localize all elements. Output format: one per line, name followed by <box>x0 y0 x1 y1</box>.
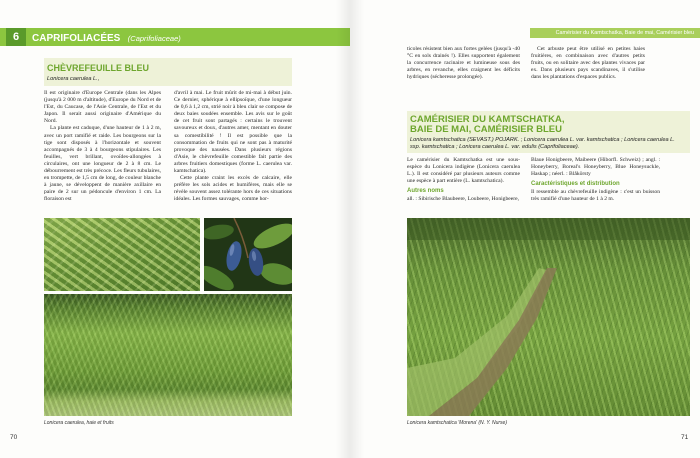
paragraph: Il ressemble au chèvrefeuille indigène : c'est un buisson très ramifié d'une hauteur de 1 à 2 m. <box>531 188 660 202</box>
paragraph: La plante est caduque, d'une hauteur de 1 à 2 m, avec un port ramifié et raide. Les bourgeons sur la tige sont disposés à l'horizontale et souvent accompagnés de 3 à 4 bourgeons stipulaires. Les feuilles, vert brillant, ovoïdes-allongées à circulaires, ont une longueur de 2 à 8 cm. Le débourrement est très précoce. Les fleurs tubulaires, en trompette, de 1,5 cm de long, de couleur blanche à jaune, se développent de manière axillaire en paire de 2 sur un pédoncule d'environ 1 cm. La floraison est <box>44 125 161 203</box>
plantation-illustration <box>407 218 690 416</box>
right-page <box>350 0 700 458</box>
chapter-title <box>32 28 181 46</box>
species-box-blue-honeysuckle <box>44 58 292 86</box>
photo-blue-berries <box>204 218 292 291</box>
species-title-line-2: BAIE DE MAI, CAMÉRISIER BLEU <box>410 124 563 135</box>
photo-caption: Lonicera caerulea, haie et fruits <box>44 420 114 426</box>
photo-caption: Lonicera kamtschatica 'Morena' (N. Y. Nurse) <box>407 420 508 426</box>
species-title: CHÈVREFEUILLE BLEU <box>47 63 150 73</box>
chapter-title-text: CAPRIFOLIACÉES <box>32 33 121 44</box>
chapter-latin-name: (Caprifoliaceae) <box>127 34 181 43</box>
paragraph: all. : Sibirische Blaubeere, Loubeere, Honigbeere, <box>407 195 519 202</box>
chapter-number: 6 <box>6 28 26 46</box>
page-number: 70 <box>10 434 18 441</box>
chapter-header-bar <box>0 28 350 46</box>
paragraph: Blaue Honigbeere, Maibeere (Hiborfl. Schweiz) ; angl. : Honeyberry, Boreal's Honeyberry, Blue Honeysuckle, Haskap ; néerl. : Blåkörsty <box>531 157 660 178</box>
lower-text-column-2 <box>531 157 660 203</box>
paragraph: d'avril à mai. Le fruit mûrit de mi-mai à début juin. Ce dernier, sphérique à ellipsoïque, d'une longueur de 0,6 à 1,2 cm, strié noir à bleu clair se compose de deux baies soudées ensemble. Les avis sur le goût de cet fruit sont partagés : certains le trouvent savoureux et doux, d'autres amer, mentant en douter sa comestibilité ! Il est possible que la consommation de fruits qui ne sont pas à maturité provoque des nausées. Dans plusieurs régions d'Asie, le chèvrefeuille comestible fait partie des arbres fruitiers domestiques (forme L. caerulea var. kamtschatica). <box>174 90 292 175</box>
paragraph: Il est originaire d'Europe Centrale (dans les Alpes (jusqu'à 2 000 m d'altitude), d'Europe du Nord et de l'Est, du Caucase, de l'Asie Centrale, de l'Est et du Japon. Il serait aussi originaire d'Amérique du Nord. <box>44 90 161 125</box>
species-box-kamtschatka <box>407 111 690 153</box>
paragraph: Le camérisier du Kamtschatka est une sous-espèce du Lonicera indigène (Lonicera caerulea L.). Il est considéré par plusieurs auteurs comme une espèce à part entière (L. kamtschatica). <box>407 157 520 185</box>
paragraph: Cette plante craint les excès de calcaire, elle préfère les sols acides et humifères, mais elle se révèle souvent assez tolérante hors de ces situations idéales. Les formes sauvages, comme hor- <box>174 175 292 203</box>
text-column-1 <box>44 90 161 204</box>
photo-honeysuckle-hedge <box>44 294 292 416</box>
berries-illustration <box>204 218 292 291</box>
photo-kamtschatka-plantation <box>407 218 690 416</box>
top-text-column-2 <box>531 46 645 81</box>
paragraph: ticoles résistent bien aux fortes gelées (jusqu'à -40 °C en sols drainés !). Elles supportent également la concurrence racinaire et lumineuse sous des arbres, en revanche, elles craignent les déficits hydriques (sécheresse prolongée). <box>407 46 520 81</box>
species-synonyms: Lonicera kamtschatica (SEVAST.) POJARK. ; Lonicera caerulea L. var. kamtschatica ; Lonicera caerulea L. ssp. kamtschatica ; Lonicera caerulea L. var. edulis (Caprifoliaceae). <box>410 137 675 150</box>
page-number: 71 <box>681 434 689 441</box>
photo-honeysuckle-foliage <box>44 218 200 291</box>
background-trees <box>407 218 690 240</box>
text-column-2 <box>174 90 292 204</box>
running-header: Camérisier du Kamtschatka, Baie de mai, Camérisier bleu <box>530 28 700 38</box>
species-latin-name: Lonicera caerulea L., <box>47 76 100 82</box>
characteristics-heading: Caractéristiques et distribution <box>531 181 620 188</box>
top-text-column-1 <box>407 46 520 81</box>
paragraph: Cet arbuste peut être utilisé en petites haies fruitières, en combinaison avec d'autres petits fruits, ou en solitaire avec des plantes vivaces par ex. Dans plusieurs pays scandinaves, il s'utilise dans les plantations d'espaces publics. <box>531 46 645 81</box>
species-title-line-1: CAMÉRISIER DU KAMTSCHATKA, <box>410 114 565 125</box>
other-names-heading: Autres noms <box>407 188 444 195</box>
lower-text-column-1 <box>407 157 520 203</box>
